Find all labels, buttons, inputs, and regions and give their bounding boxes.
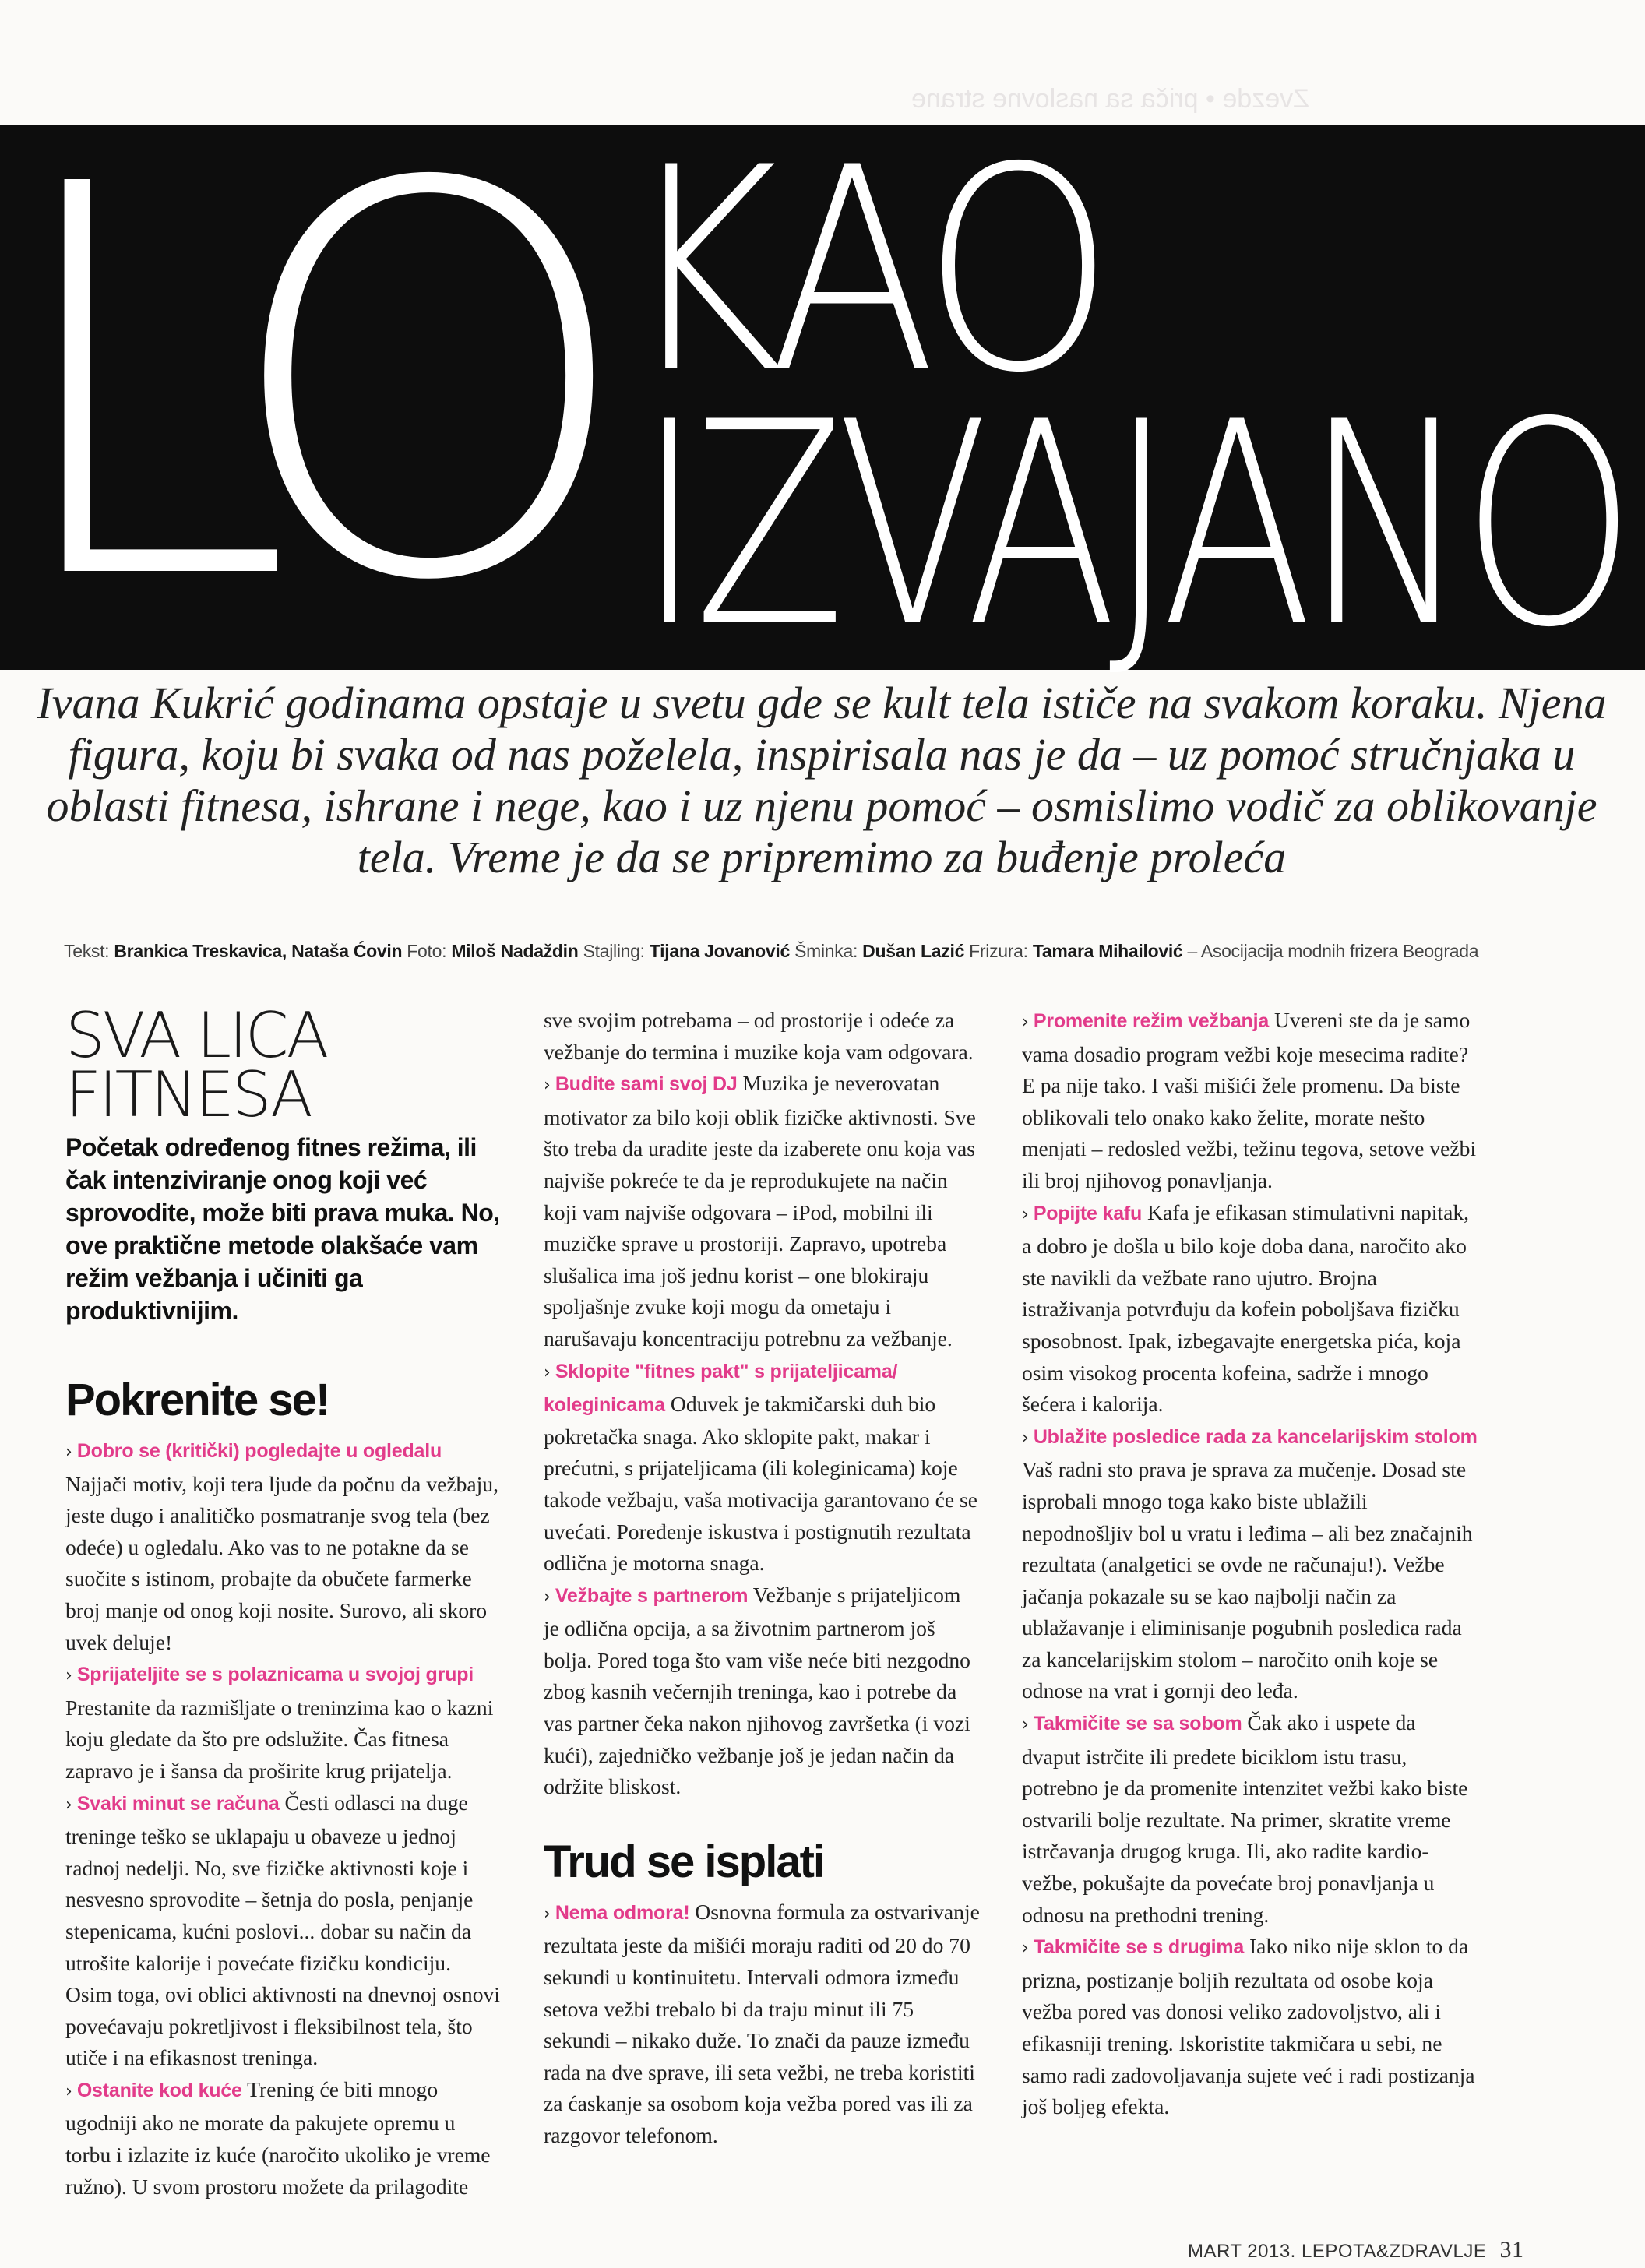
chevron-right-icon: › — [65, 2081, 72, 2101]
tip — [1022, 1421, 1478, 1707]
tip-text: Oduvek je takmičarski duh bio pokretačka snaga. Ako sklopite pakt, makar i prećutni, s prijateljicama (ili koleginicama) koje takođe vežbaju, vaša motivacija garantovano će se uvećati. Poređenje iskustva i postignutih rezultata odlična je motorna snaga. — [544, 1392, 977, 1576]
heading-pokrenite-se: Pokrenite se! — [65, 1375, 329, 1425]
tip-heading: Vežbajte s partnerom — [555, 1584, 749, 1607]
credit-name: Dušan Lazić — [862, 941, 965, 961]
tip-text: Prestanite da razmišljate o treninzima kao o kazni koju gledate da što pre odslužite. Čas fitnesa zapravo je i šansa da proširite krug prijatelja. — [65, 1695, 494, 1783]
section-lead: Početak određenog fitnes režima, ili čak intenziviranje onog koji već sprovodite, može biti prava muka. No, ove praktične metode olakšaće vam režim vežbanja i učiniti ga produktivnijim. — [65, 1133, 500, 1325]
credit-role: Foto: — [407, 941, 447, 961]
credit-role: Tekst: — [64, 941, 110, 961]
tip-text: Uvereni ste da je samo vama dosadio program vežbi koje mesecima radite? E pa nije tako. I vaši mišići žele promenu. Da biste oblikovali telo onako kako želite, morate nešto menjati – redosled vežbi, težinu tegova, setove vežbi ili broj njihovog ponavljanja. — [1022, 1008, 1477, 1192]
footer-issue: MART 2013. — [1188, 2241, 1296, 2262]
tip-heading: Dobro se (kritički) pogledajte u ogledalu — [76, 1440, 442, 1462]
section-title — [65, 999, 502, 1131]
tip — [65, 1435, 502, 1658]
tip — [1022, 1005, 1478, 1197]
credit-name: Brankica Treskavica, Nataša Ćovin — [114, 941, 403, 961]
credit-name: Miloš Nadaždin — [451, 941, 579, 961]
chevron-right-icon: › — [544, 1587, 551, 1607]
chevron-right-icon: › — [1022, 1012, 1029, 1032]
deck-intro: Ivana Kukrić godinama opstaje u svetu gde se kult tela ističe na svakom koraku. Njena figura, koju bi svaka od nas poželela, inspirisala nas je da – uz pomoć stručnjaka u oblasti fitnesa, ishrane i nege, kao i uz njenu pomoć – osmislimo vodič za oblikovanje tela. Vreme je da se pripremimo za buđenje proleća — [37, 678, 1607, 882]
chevron-right-icon: › — [544, 1362, 551, 1382]
chevron-right-icon: › — [544, 1076, 551, 1096]
headline-kao: KAO — [623, 107, 1105, 434]
chevron-right-icon: › — [1022, 1715, 1029, 1735]
tip-text: Kafa je efikasan stimulativni napitak, a dobro je došla u bilo koje doba dana, naročito ako ste navikli da vežbate rano ujutro. Brojna istraživanja potvrđuju da kofein poboljšava fizičku sposobnost. Ipak, izbegavajte energetska pića, koja osim visokog procenta kofeina, sadrže i mnogo šećera i kalorija. — [1022, 1199, 1470, 1417]
tip-text: Najjači motiv, koji tera ljude da počnu da vežbaju, jeste dugo i analitičko posmatranje svog tela (bez odeće) u ogledalu. Ako vas to ne potakne da se suočite s istinom, probajte da obučete farmerke broj manje od onog koji nosite. Surovo, ali skoro uvek deluje! — [65, 1471, 499, 1654]
credits-line — [64, 941, 1622, 962]
tip-text: Vaš radni sto prava je sprava za mučenje. Dosad ste isprobali mnogo toga kako biste ublažili nepodnošljiv bol u vratu i leđima – ali bez značajnih rezultata (analgetici se ovde ne računaju!). Vežbe jačanja pokazale su se kao najbolji način za ublažavanje i eliminisanje pogubnih posledica rada za kancelarijskim stolom – naročito onih koje se odnose na vrat i gornji deo leđa. — [1022, 1457, 1473, 1703]
tip-heading: Sklopite "fitnes pakt" s prijateljicama/ koleginicama — [544, 1360, 898, 1417]
tip-text: Iako niko nije sklon to da prizna, postizanje boljih rezultata od osobe koja vežba pored vas donosi veliko zadovoljstvo, ali i efikasniji trening. Iskoristite takmičara u sebi, ne samo radi zadovoljavanja sujete već i radi postizanja još boljeg efekta. — [1022, 1934, 1475, 2119]
page-number: 31 — [1499, 2237, 1524, 2263]
section-title-line: FITNESA — [65, 1058, 311, 1131]
tip — [544, 1355, 980, 1580]
headline-lo: LO — [0, 72, 583, 698]
tip-heading: Nema odmora! — [555, 1901, 690, 1924]
tip-heading: Takmičite se s drugima — [1033, 1936, 1245, 1959]
tip-heading: Ostanite kod kuće — [76, 2079, 242, 2101]
credits-tail: – Asocijacija modnih frizera Beograda — [1187, 941, 1479, 961]
chevron-right-icon: › — [1022, 1204, 1029, 1224]
tip — [65, 1787, 502, 2074]
tip — [1022, 1707, 1478, 1931]
chevron-right-icon: › — [65, 1442, 72, 1462]
tip-heading: Promenite režim vežbanja — [1033, 1010, 1270, 1032]
tip-heading: Sprijateljite se s polaznicama u svojoj grupi — [76, 1664, 474, 1686]
headline-izvajano: IZVAJANO — [637, 362, 1628, 688]
tip-heading: Svaki minut se računa — [76, 1792, 280, 1815]
tip-text: Vežbanje s prijateljicom je odlična opcija, a sa životnim partnerom još bolja. Pored toga što vam više neće biti nezgodno zbog kasnih večernjih treninga, kao i potrebe da vas partner čeka nakon njihovog završetka (i vozi kući), zajedničko vežbanje još je jedan način da održite bliskost. — [544, 1582, 970, 1799]
running-head-show-through: Zvezde • priča sa naslovne strane — [911, 84, 1309, 114]
tip — [65, 1658, 502, 1787]
tip-text: Muzika je neverovatan motivator za bilo koji oblik fizičke aktivnosti. Sve što treba da uradite jeste da izaberete onu koja vas najviše pokreće te da je reprodukujete na način koji vam najviše odgovara – iPod, mobilni ili muzičke sprave u prostoriji. Zapravo, upotreba slušalica ima još jednu korist – one blokiraju spoljašnje zvuke koji mogu da ometaju i narušavaju koncentraciju potrebnu za vežbanje. — [544, 1071, 976, 1351]
tip-text: Trening će biti mnogo ugodniji ako ne morate da pakujete opremu u torbu i izlazite iz kuće (naročito ukoliko je vreme ružno). U svom prostoru možete da prilagodite — [65, 2076, 491, 2199]
tip — [544, 1580, 980, 1803]
chevron-right-icon: › — [65, 1794, 72, 1815]
tip — [1022, 1931, 1478, 2123]
tip — [544, 1068, 980, 1354]
chevron-right-icon: › — [1022, 1428, 1029, 1448]
column-2 — [544, 1005, 980, 2152]
tip — [65, 2074, 502, 2203]
chevron-right-icon: › — [65, 1666, 72, 1686]
tip-text: Osnovna formula za ostvarivanje rezultata jeste da mišići moraju raditi od 20 do 70 sekundi u kontinuitetu. Intervali odmora između setova vežbi trebalo bi da traju minut ili 75 sekundi – nikako duže. To znači da pauze između rada na dve sprave, ili seta vežbi, ne treba koristiti za ćaskanje sa osobom koja vežba pored vas ili za razgovor telefonom. — [544, 1899, 980, 2147]
column-3 — [1022, 1005, 1478, 2123]
tip-heading: Budite sami svoj DJ — [555, 1073, 738, 1096]
tip-text: Česti odlasci na duge treninge teško se uklapaju u obaveze u jednoj radnoj nedelji. No, sve fizičke aktivnosti koje i nesvesno sprovodite – šetnja do posla, penjanje stepenicama, kućni poslovi... dobar su način da utrošite kalorije i povećate fizičku kondiciju. Osim toga, ovi oblici aktivnosti na dnevnoj osnovi povećavaju pokretljivost i fleksibilnost tela, što utiče i na efikasnost treninga. — [65, 1790, 500, 2070]
page-footer — [1188, 2237, 1524, 2263]
tip — [544, 1896, 980, 2152]
chevron-right-icon: › — [1022, 1939, 1029, 1959]
tip — [1022, 1197, 1478, 1421]
credit-name: Tamara Mihailović — [1032, 941, 1183, 961]
column-1 — [65, 999, 502, 2203]
footer-magazine: LEPOTA&ZDRAVLJE — [1302, 2241, 1487, 2262]
credit-role: Frizura: — [969, 941, 1028, 961]
tip-text: Čak ako i uspete da dvaput istrčite ili pređete biciklom istu trasu, potrebno je da promenite intenzitet vežbi kako biste ostvarili bolje rezultate. Na primer, skratite vreme istrčavanja drugog kruga. Ili, ako radite kardio-vežbe, pokušajte da povećate broj ponavljanja u odnosu na prethodni trening. — [1022, 1710, 1468, 1927]
chevron-right-icon: › — [544, 1904, 551, 1924]
section-title-line: SVA LICA — [65, 999, 327, 1072]
tip-heading: Popijte kafu — [1033, 1202, 1143, 1224]
credit-role: Šminka: — [794, 941, 858, 961]
tip-heading: Takmičite se sa sobom — [1033, 1713, 1242, 1735]
credit-role: Stajling: — [583, 941, 645, 961]
credit-name: Tijana Jovanović — [649, 941, 790, 961]
tip-continuation: sve svojim potrebama – od prostorije i odeće za vežbanje do termina i muzike koja vam odgovara. — [544, 1008, 974, 1064]
heading-trud-se-isplati: Trud se isplati — [544, 1836, 824, 1887]
tip-heading: Ublažite posledice rada za kancelarijskim stolom — [1033, 1425, 1478, 1448]
